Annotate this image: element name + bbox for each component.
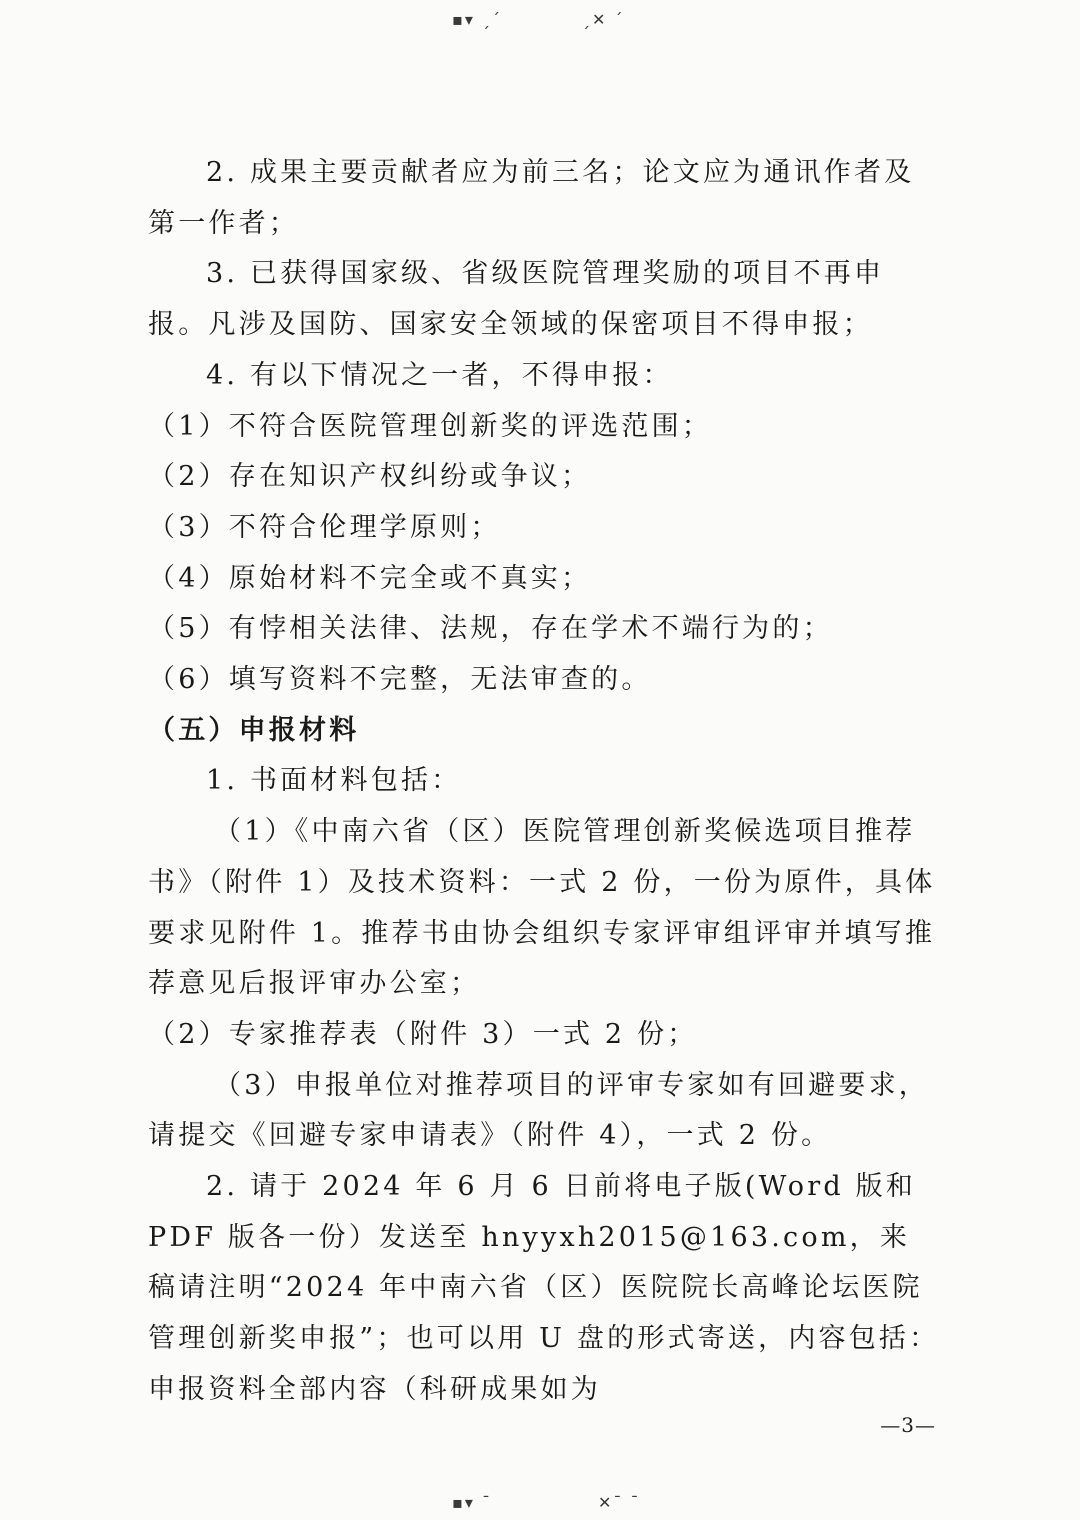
scan-artifact-top-left: ▪▾ ˏˊ (452, 10, 502, 29)
material-item-3: （3）申报单位对推荐项目的评审专家如有回避要求，请提交《回避专家申请表》（附件 4），一式 2 份。 (148, 1069, 929, 1152)
paragraph-electronic-submission: 2. 请于 2024 年 6 月 6 日前将电子版(Word 版和 PDF 版各一份）发送至 hnyyxh2015@163.com，来稿请注明“2024 年中南六省（区）医院院长高峰论坛医院管理创新奖申报”；也可以用 U 盘的形式寄送，内容包括：申报资料全部内容（科研成果如为 (148, 1171, 940, 1405)
exclusion-item-2: （2）存在知识产权纠纷或争议； (148, 461, 592, 493)
exclusion-item-6: （6）填写资料不完整，无法审查的。 (148, 664, 652, 696)
section-heading-materials: （五）申报材料 (148, 714, 360, 746)
paragraph-exclusions-intro: 4. 有以下情况之一者，不得申报： (206, 359, 673, 391)
scan-artifact-top-right: ˏ✕ ˊ (582, 10, 625, 29)
exclusion-item-5: （5）有悖相关法律、法规，存在学术不端行为的； (148, 613, 833, 645)
material-item-1: （1）《中南六省（区）医院管理创新奖候选项目推荐书》（附件 1）及技术资料：一式 2 份，一份为原件，具体要求见附件 1。推荐书由协会组织专家评审组评审并填写推荐意见后报评审办公室； (148, 816, 936, 1000)
document-body (148, 148, 940, 1416)
paragraph-contributors: 2. 成果主要贡献者应为前三名；论文应为通讯作者及第一作者； (148, 157, 915, 239)
paragraph-written-materials: 1. 书面材料包括： (206, 765, 462, 797)
exclusion-item-1: （1）不符合医院管理创新奖的评选范围； (148, 410, 712, 442)
scan-artifact-bottom-left: ▪▾ ˉ (452, 1493, 492, 1512)
page-number: —3— (880, 1413, 936, 1437)
exclusion-item-3: （3）不符合伦理学原则； (148, 511, 501, 543)
exclusion-item-4: （4）原始材料不完全或不真实； (148, 562, 592, 594)
material-item-2: （2）专家推荐表（附件 3）一式 2 份； (148, 1018, 698, 1050)
paragraph-awarded-projects: 3. 已获得国家级、省级医院管理奖励的项目不再申报。凡涉及国防、国家安全领域的保密项目不得申报； (148, 258, 885, 341)
scan-artifact-bottom-right: ✕ˉ ˉ (598, 1493, 641, 1512)
